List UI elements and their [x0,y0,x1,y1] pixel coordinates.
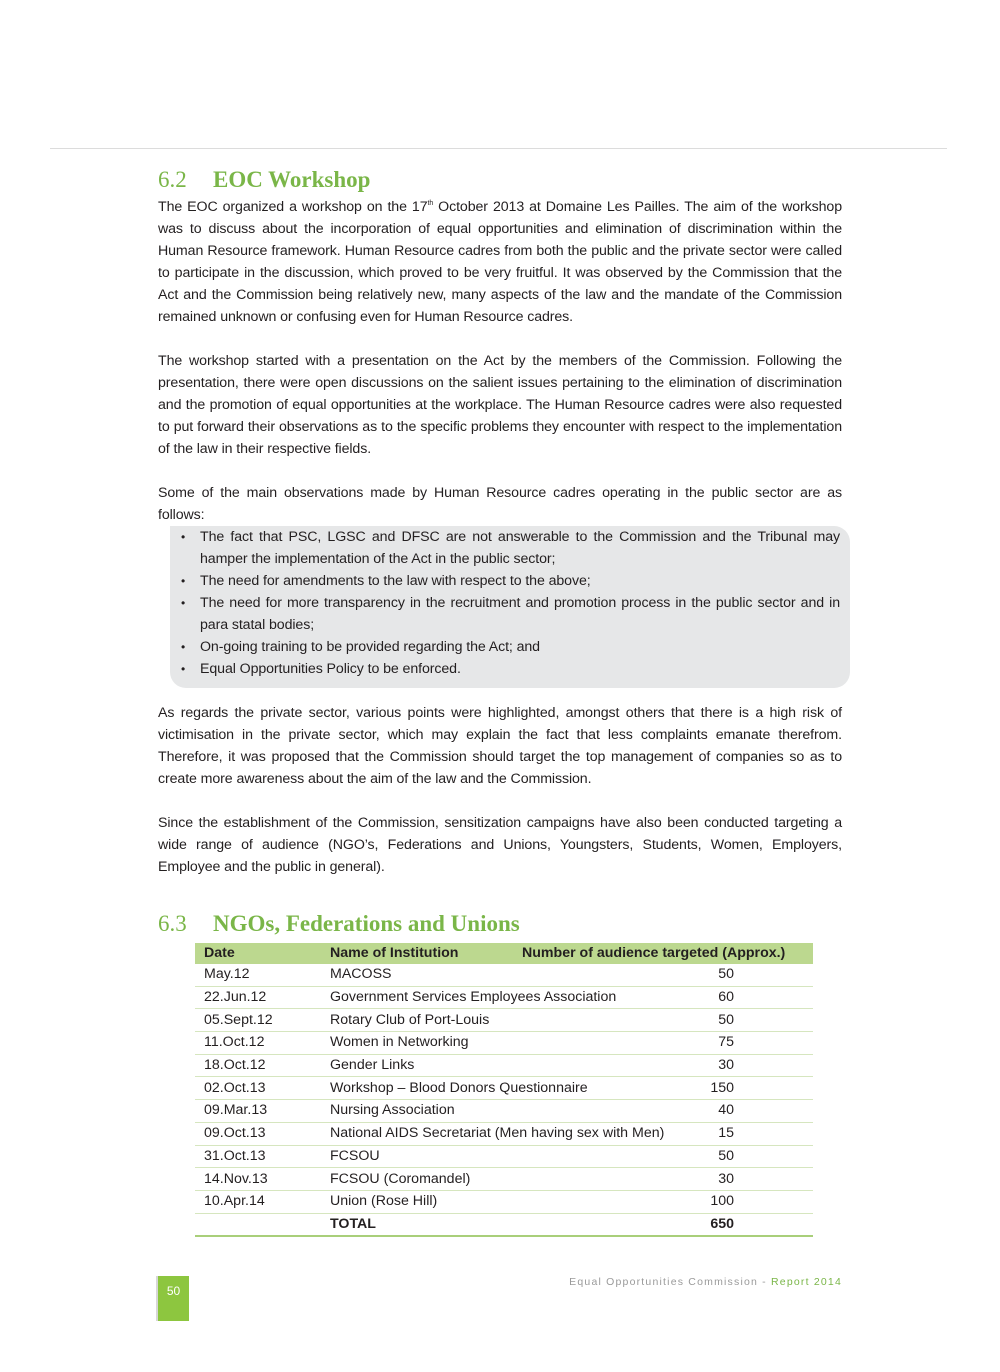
table-row [195,986,813,1009]
section-title: EOC Workshop [213,167,371,192]
institution-text: Gender Links [330,1057,415,1074]
cell-audience: 15 [718,1125,734,1142]
cell-audience: 50 [718,1011,734,1028]
list-item [181,636,840,658]
institution-text: Government Services Employees Association [330,989,617,1006]
table-row [195,964,813,986]
cell-date: 14.Nov.13 [195,1168,321,1191]
column-header-audience: Number of audience targeted (Approx.) [513,943,813,964]
cell-date: 05.Sept.12 [195,1009,321,1032]
cell-total-label [321,1213,813,1236]
section-heading-6-3 [158,908,842,940]
institution-text: Rotary Club of Port-Louis [330,1011,490,1028]
table-row [195,1122,813,1145]
cell-institution [321,1009,813,1032]
list-item [181,592,840,636]
table-row [195,1168,813,1191]
list-item [181,526,840,570]
paragraph-sensitization: Since the establishment of the Commission, sensitization campaigns have also been conducted targeting a wide range of audience (NGO’s, Federations and Unions, Youngsters, Students, Women, Employers, Employee and the public in general). [158,815,842,875]
institution-text: Workshop – Blood Donors Questionnaire [330,1079,588,1096]
cell-date: 09.Oct.13 [195,1122,321,1145]
section-number: 6.2 [158,167,187,192]
cell-audience: 150 [710,1079,734,1096]
cell-date: 18.Oct.12 [195,1054,321,1077]
audience-table [195,943,813,1237]
cell-date: 31.Oct.13 [195,1145,321,1168]
cell-institution [321,1100,813,1123]
table-row [195,1009,813,1032]
paragraph-private-sector: As regards the private sector, various points were highlighted, amongst others that there is a high risk of victimisation in the private sector, which may explain the fact that less complaints emanate therefrom. Therefore, it was proposed that the Commission should target the top management of companies so as to create more awareness about the aim of the law and the Commission. [158,705,842,787]
table-total-row [195,1213,813,1236]
page-number: 50 [166,1284,181,1298]
cell-audience: 75 [718,1034,734,1051]
section-number: 6.3 [158,911,187,936]
footer-title [569,1276,842,1288]
bullet-icon: • [181,574,186,588]
table-row [195,1190,813,1213]
list-item-text: The need for amendments to the law with respect to the above; [200,573,591,589]
cell-institution [321,1168,813,1191]
table-row [195,1145,813,1168]
footer-publisher: Equal Opportunities Commission - [569,1276,771,1288]
cell-institution [321,986,813,1009]
column-header-date: Date [195,943,321,964]
cell-date: 22.Jun.12 [195,986,321,1009]
institution-text: Nursing Association [330,1102,455,1119]
cell-date: May.12 [195,964,321,986]
cell-audience: 40 [718,1102,734,1119]
paragraph-workshop-intro [158,196,842,328]
cell-institution [321,1077,813,1100]
cell-total-audience: 650 [710,1215,734,1232]
list-intro: Some of the main observations made by Human Resource cadres operating in the public sector are as follows: [158,485,842,523]
cell-institution [321,964,813,986]
table-header-row [195,943,813,964]
cell-institution [321,1032,813,1055]
cell-date: 11.Oct.12 [195,1032,321,1055]
text-run: October 2013 at Domaine Les Pailles. The aim of the workshop was to discuss about the incorporation of equal opportunities and elimination of discrimination within the Human Resource framework. Human Resource cadres from both the public and the private sector were called to participate in the discussion, which proved to be very fruitful. It was observed by the Commission that the Act and the Commission being relatively new, many aspects of the law and the mandate of the Commission remained unknown or confusing even for Human Resource cadres. [158,199,842,325]
section-heading-6-2 [158,164,842,196]
bullet-icon: • [181,530,186,544]
bullet-icon: • [181,662,186,676]
table-row [195,1054,813,1077]
cell-audience: 30 [718,1057,734,1074]
institution-text: FCSOU [330,1147,380,1164]
cell-audience: 50 [718,966,734,983]
cell-audience: 60 [718,989,734,1006]
cell-audience: 50 [718,1147,734,1164]
list-item-text: On-going training to be provided regarding the Act; and [200,639,540,655]
page-number-tab [156,1276,189,1321]
ordinal-superscript: th [427,200,434,207]
cell-date: 09.Mar.13 [195,1100,321,1123]
cell-audience: 30 [718,1170,734,1187]
section-title: NGOs, Federations and Unions [213,911,520,936]
institution-text: Women in Networking [330,1034,469,1051]
cell-institution [321,1190,813,1213]
table-row [195,1077,813,1100]
paragraph-workshop-presentation: The workshop started with a presentation on the Act by the members of the Commission. Following the presentation, there were open discussions on the salient issues pertaining to the elimination of discrimination and the promotion of equal opportunities at the workplace. The Human Resource cadres were also requested to put forward their observations as to the specific problems they encounter with respect to the implementation of the law in their respective fields. [158,353,842,457]
cell-audience: 100 [710,1193,734,1210]
cell-institution [321,1145,813,1168]
list-item-text: The need for more transparency in the recruitment and promotion process in the public sector and in para statal bodies; [200,595,840,633]
total-label: TOTAL [330,1215,376,1232]
cell-date: 10.Apr.14 [195,1190,321,1213]
cell-date [195,1213,321,1236]
observations-list [170,526,840,680]
page-content [158,164,842,940]
list-item-text: The fact that PSC, LGSC and DFSC are not answerable to the Commission and the Tribunal may hamper the implementation of the Act in the public sector; [200,529,840,567]
cell-institution [321,1122,813,1145]
table-row [195,1100,813,1123]
text-run: The EOC organized a workshop on the 17 [158,199,428,215]
institution-text: National AIDS Secretariat (Men having sex with Men) [330,1125,665,1142]
institution-text: MACOSS [330,966,392,983]
observations-box [170,526,850,688]
bullet-icon: • [181,640,186,654]
cell-institution [321,1054,813,1077]
cell-date: 02.Oct.13 [195,1077,321,1100]
institution-text: Union (Rose Hill) [330,1193,438,1210]
footer-report: Report 2014 [771,1276,842,1288]
institution-text: FCSOU (Coromandel) [330,1170,471,1187]
list-item [181,658,840,680]
table-row [195,1032,813,1055]
list-item [181,570,840,592]
header-divider [50,148,947,149]
column-header-institution: Name of Institution [321,943,513,964]
bullet-icon: • [181,596,186,610]
list-item-text: Equal Opportunities Policy to be enforced. [200,661,461,677]
